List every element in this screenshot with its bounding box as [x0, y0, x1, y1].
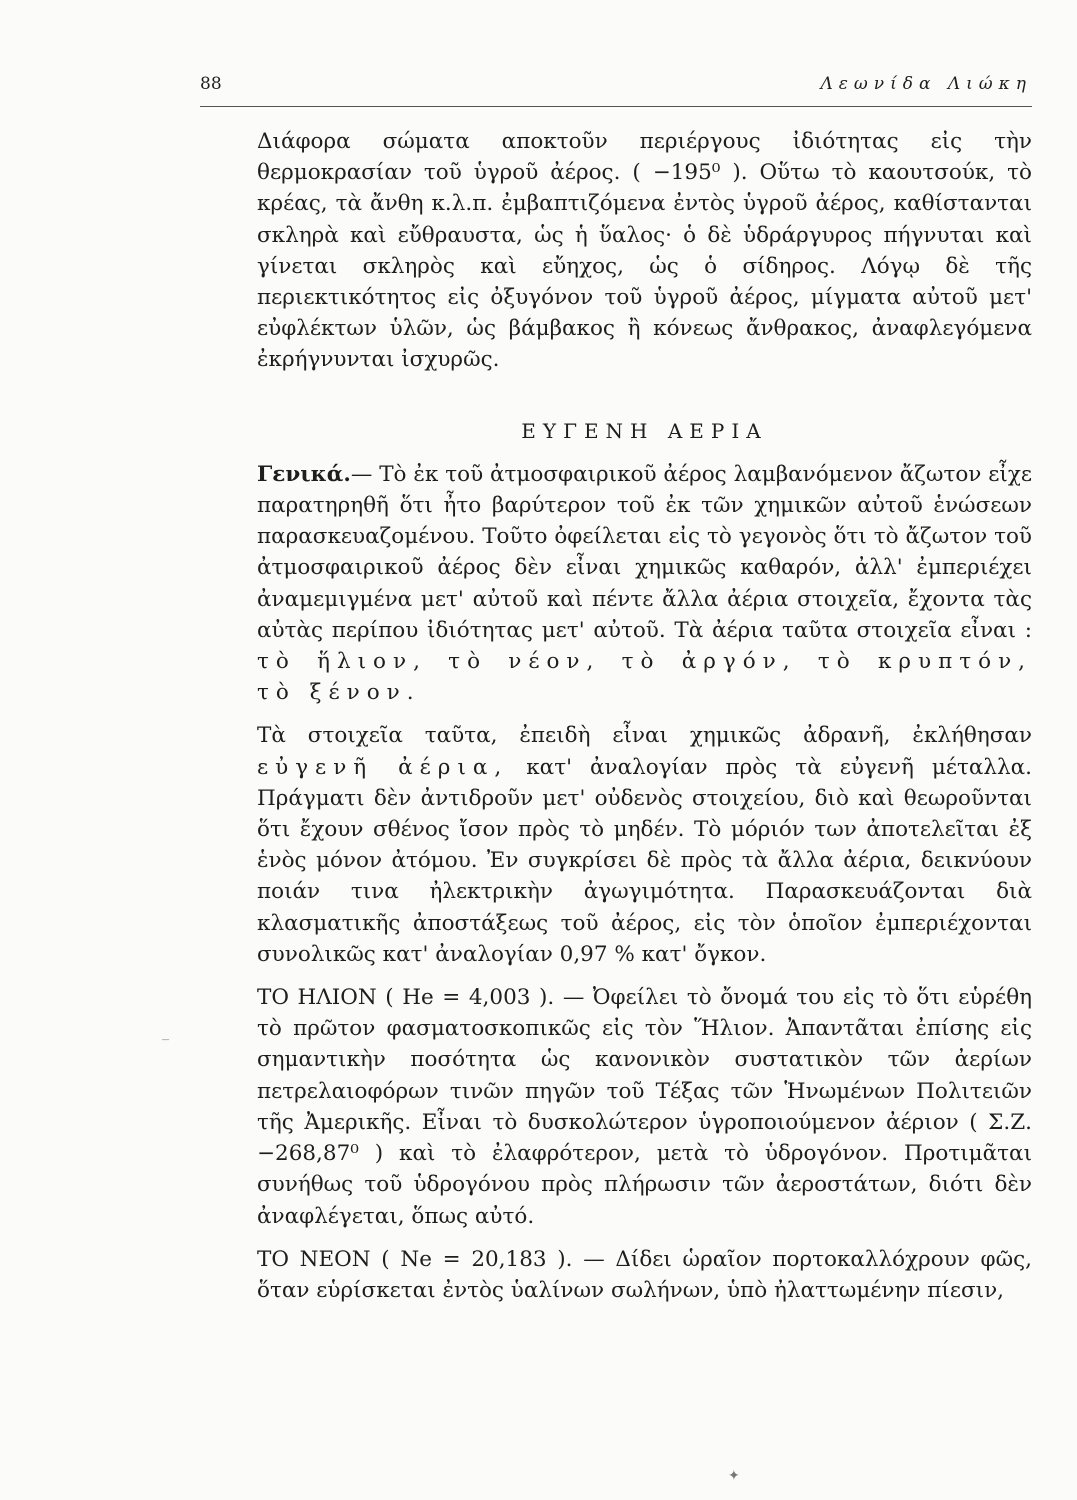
helium-lead: ΤΟ ΗΛΙΟΝ ( He = 4,003 ). [257, 985, 555, 1011]
running-head: Λεωνίδα Λιώκη [820, 74, 1032, 94]
header-rule [200, 106, 1032, 107]
element-list: τὸ ἥλιον, τὸ νέον, τὸ ἀργόν, τὸ κρυπτόν, τὸ ξένον. [257, 649, 1032, 706]
helium-text: — Ὀφείλει τὸ ὄνομά του εἰς τὸ ὅτι εὑρέθη τὸ πρῶτον φασματοσκοπικῶς εἰς τὸν Ἥλιον. Ἀπαντᾶται ἐπίσης εἰς σημαντικὴν ποσότητα ὡς κανονικὸν συστατικὸν τῶν ἀερίων πετρελαιοφόρων τινῶν πηγῶν τοῦ Τέξας τῶν Ἡνωμένων Πολιτειῶν τῆς Ἀμερικῆς. Εἶναι τὸ δυσκολώτερον ὑγροποιούμενον ἀέριον ( Σ.Ζ. −268,87⁰ ) καὶ τὸ ἐλαφρότερον, μετὰ τὸ ὑδρογόνον. Προτιμᾶται συνήθως τοῦ ὑδρογόνου πρὸς πλήρωσιν τῶν ἀεροστάτων, διότι δὲν ἀναφλέγεται, ὅπως αὐτό. [257, 985, 1033, 1229]
page-header [200, 74, 1032, 98]
section-heading: ΕΥΓΕΝΗ ΑΕΡΙΑ [521, 418, 768, 443]
neon-lead: ΤΟ ΝΕΟΝ ( Ne = 20,183 ). [257, 1246, 573, 1272]
body-text [257, 126, 1032, 1306]
paragraph-noble-text-b: κατ' ἀναλογίαν πρὸς τὰ εὐγενῆ μέταλλα. Πράγματι δὲν ἀντιδροῦν μετ' οὐδενὸς στοιχείου, διὸ καὶ θεωροῦνται ὅτι ἔχουν σθένος ἴσον πρὸς τὸ μηδέν. Τὸ μόριόν των ἀποτελεῖται ἐξ ἑνὸς μόνον ἀτόμου. Ἐν συγκρίσει δὲ πρὸς τὰ ἄλλα ἀέρια, δεικνύουν ποιάν τινα ἠλεκτρικὴν ἀγωγιμότητα. Παρασκευάζονται διὰ κλασματικῆς ἀποστάξεως τοῦ ἀέρος, εἰς τὸν ὁποῖον ἐμπεριέχονται συνολικῶς κατ' ἀναλογίαν 0,97 % κατ' ὄγκον. [257, 754, 1032, 967]
paragraph-general-text: — Τὸ ἐκ τοῦ ἀτμοσφαιρικοῦ ἀέρος λαμβανόμενον ἄζωτον εἶχε παρατηρηθῆ ὅτι ἦτο βαρύτερον τοῦ ἐκ τῶν χημικῶν αὐτοῦ ἑνώσεων παρασκευαζομένου. Τοῦτο ὀφείλεται εἰς τὸ γεγονὸς ὅτι τὸ ἄζωτον τοῦ ἀτμοσφαιρικοῦ ἀέρος δὲν εἶναι χημικῶς καθαρόν, ἀλλ' ἐμπεριέχει ἀναμεμιγμένα μετ' αὐτοῦ καὶ πέντε ἄλλα ἀέρια στοιχεῖα, ἔχοντα τὰς αὐτὰς περίπου ἰδιότητας μετ' αὐτοῦ. Τὰ ἀέρια ταῦτα στοιχεῖα εἶναι : [257, 461, 1032, 643]
margin-mark: ‾ [162, 1038, 169, 1054]
paragraph-helium [257, 982, 1032, 1232]
paragraph-gap [257, 708, 1032, 720]
paragraph-general [257, 459, 1032, 709]
paragraph-neon [257, 1244, 1032, 1306]
paragraph-noble-gases [257, 720, 1032, 970]
paragraph-gap [257, 970, 1032, 982]
ink-speck: ✦ [728, 1468, 740, 1484]
neon-text: — Δίδει ὡραῖον πορτοκαλλόχρουν φῶς, ὅταν εὑρίσκεται ἐντὸς ὑαλίνων σωλήνων, ὑπὸ ἠλαττωμένην πίεσιν, [257, 1246, 1032, 1303]
paragraph-liquid-air: Διάφορα σώματα αποκτοῦν περιέργους ἰδιότητας εἰς τὴν θερμοκρασίαν τοῦ ὑγροῦ ἀέρος. ( −195⁰ ). Οὕτω τὸ καουτσούκ, τὸ κρέας, τὰ ἄνθη κ.λ.π. ἐμβαπτιζόμενα ἐντὸς ὑγροῦ ἀέρος, καθίστανται σκληρὰ καὶ εὔθραυστα, ὡς ἡ ὕαλος· ὁ δὲ ὑδράργυρος πήγνυται καὶ γίνεται σκληρὸς καὶ εὔηχος, ὡς ὁ σίδηρος. Λόγῳ δὲ τῆς περιεκτικότητος εἰς ὀξυγόνον τοῦ ὑγροῦ ἀέρος, μίγματα αὐτοῦ μετ' εὐφλέκτων ὑλῶν, ὡς βάμβακος ἢ κόνεως ἄνθρακος, ἀναφλεγόμενα ἐκρήγνυνται ἰσχυρῶς. [257, 129, 1032, 373]
paragraph-gap [257, 1232, 1032, 1244]
page-number: 88 [200, 74, 222, 94]
noble-gases-term: εὐγενῆ ἀέρια, [257, 754, 509, 780]
paragraph-lead-general: Γενικά. [257, 461, 351, 487]
paragraph-noble-text-a: Τὰ στοιχεῖα ταῦτα, ἐπειδὴ εἶναι χημικῶς ἀδρανῆ, ἐκλήθησαν [257, 723, 1032, 749]
